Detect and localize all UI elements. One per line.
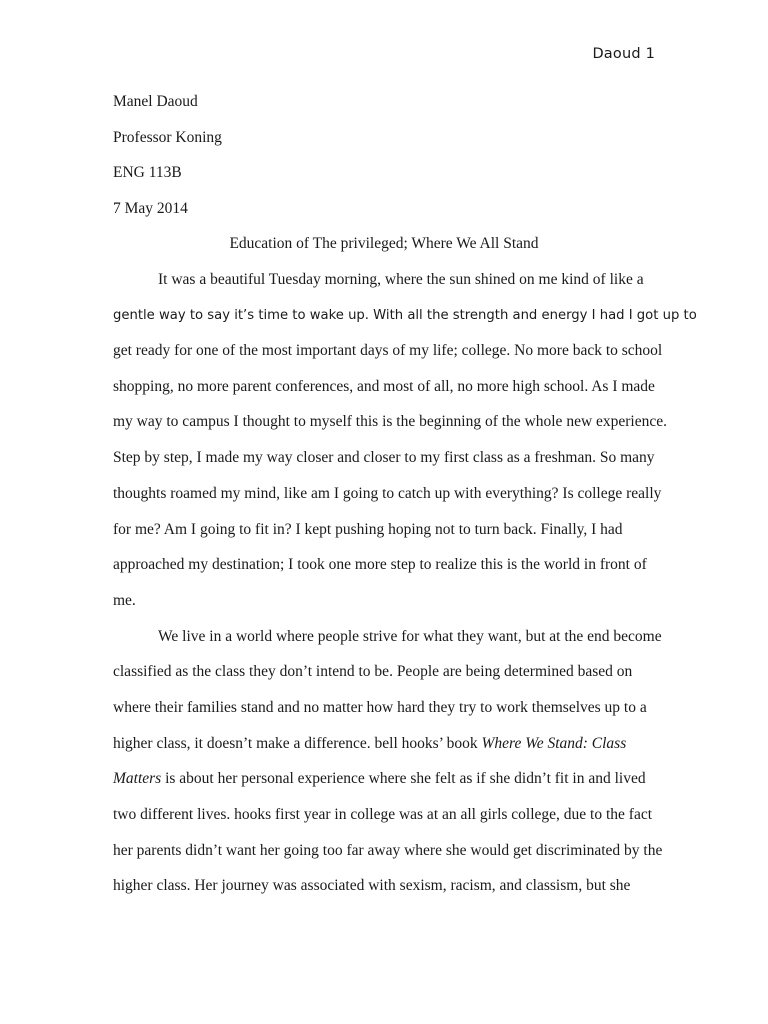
paragraph-line: where their families stand and no matter how hard they try to work themselves up to a	[113, 699, 647, 716]
paragraph-line: get ready for one of the most important days of my life; college. No more back to school	[113, 342, 663, 359]
paragraph-line: gentle way to say it’s time to wake up. With all the strength and energy I had I got up to	[113, 308, 697, 323]
paragraph-text: is about her personal experience where she felt as if she didn’t fit in and lived	[161, 770, 646, 787]
book-title-italic: Matters	[113, 770, 162, 787]
paragraph-line: approached my destination; I took one more step to realize this is the world in front of	[113, 556, 647, 573]
paragraph-line: shopping, no more parent conferences, and most of all, no more high school. As I made	[113, 378, 655, 395]
paragraph-line	[113, 735, 626, 753]
author-name: Manel Daoud	[113, 93, 198, 110]
essay-date: 7 May 2014	[113, 200, 188, 217]
paragraph-line	[113, 770, 646, 788]
paragraph-line: It was a beautiful Tuesday morning, where the sun shined on me kind of like a	[158, 271, 644, 288]
essay-title: Education of The privileged; Where We All Stand	[229, 235, 539, 252]
paragraph-line: two different lives. hooks first year in college was at an all girls college, due to the fact	[113, 806, 653, 823]
paragraph-line: higher class. Her journey was associated with sexism, racism, and classism, but she	[113, 877, 631, 894]
paragraph-line: for me? Am I going to fit in? I kept pushing hoping not to turn back. Finally, I had	[113, 521, 623, 538]
paragraph-line: my way to campus I thought to myself this is the beginning of the whole new experience.	[113, 413, 668, 430]
paragraph-text: higher class, it doesn’t make a difference. bell hooks’ book	[113, 735, 482, 752]
running-head: Daoud 1	[592, 46, 655, 62]
book-title-italic: Where We Stand: Class	[481, 735, 627, 752]
paragraph-line: We live in a world where people strive for what they want, but at the end become	[158, 628, 662, 645]
paragraph-line: classified as the class they don’t intend to be. People are being determined based on	[113, 663, 633, 680]
paragraph-line: thoughts roamed my mind, like am I going to catch up with everything? Is college really	[113, 485, 662, 502]
paragraph-line: her parents didn’t want her going too far away where she would get discriminated by the	[113, 842, 663, 859]
instructor-name: Professor Koning	[113, 129, 222, 146]
paragraph-line: me.	[113, 592, 136, 609]
paragraph-line: Step by step, I made my way closer and closer to my first class as a freshman. So many	[113, 449, 655, 466]
course-code: ENG 113B	[113, 164, 182, 181]
